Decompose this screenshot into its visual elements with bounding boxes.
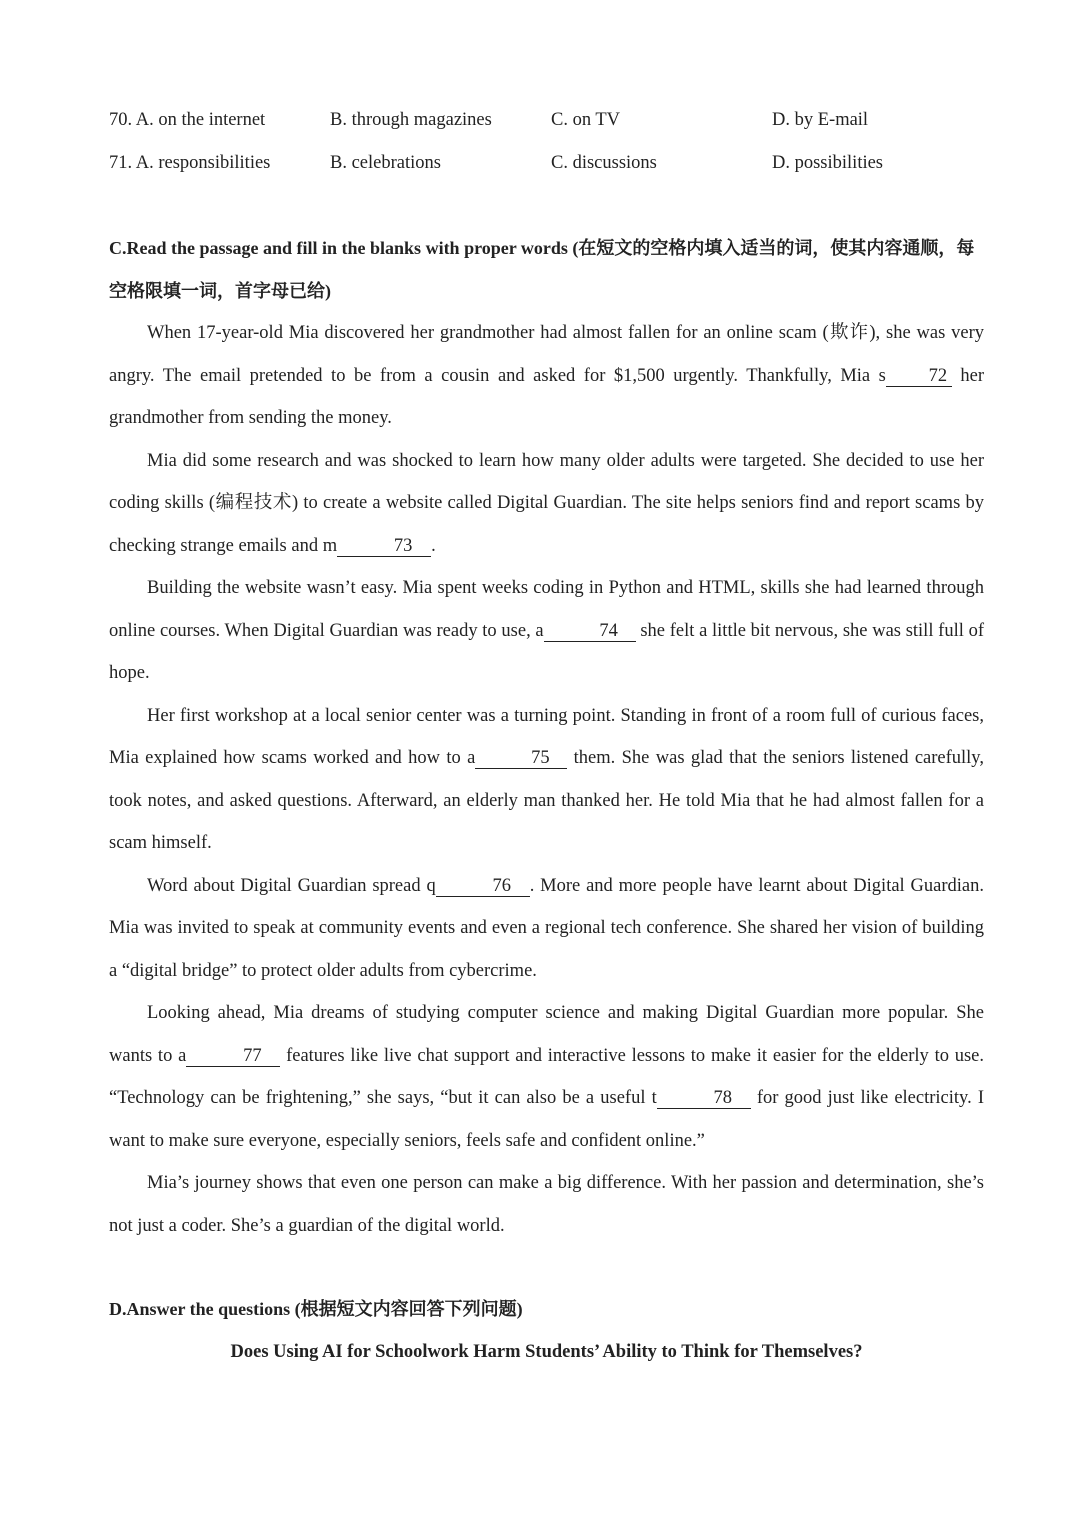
passage-paragraph-7: Mia’s journey shows that even one person can make a big difference. With her passion and determination, she’s not just a coder. She’s a guardian of the digital world. [109,1173,984,1236]
section-c-title: C.Read the passage and fill in the blanks with proper words (在短文的空格内填入适当的词，使其内容通顺，每空格限填一词，首字母已给) [109,238,975,301]
section-d-title: D.Answer the questions (根据短文内容回答下列问题) [109,1299,523,1319]
blank-77[interactable]: 77 [186,1046,280,1067]
blank-72[interactable]: 72 [886,366,952,387]
passage-paragraph-3: Building the website wasn’t easy. Mia spent weeks coding in Python and HTML, skills she had learned through online courses. When Digital Guardian was ready to use, a 74 she felt a little bit nervous, she was still full of hope. [109,578,985,683]
article-title: Does Using AI for Schoolwork Harm Students’ Ability to Think for Themselves? [230,1342,863,1362]
blank-73[interactable]: 73 [337,536,431,557]
question-71-option-b: B. celebrations [330,153,441,173]
passage-paragraph-4: Her first workshop at a local senior center was a turning point. Standing in front of a room full of curious faces, Mia explained how scams worked and how to a 75 them. She was glad that the seniors listened carefully, took notes, and asked questions. Afterward, an elderly man thanked her. He told Mia that he had almost fallen for a scam himself. [109,705,984,853]
passage-paragraph-1: When 17-year-old Mia discovered her grandmother had almost fallen for an online scam (欺诈), she was very angry. The email pretended to be from a cousin and asked for $1,500 urgently. Thankfully, Mia s 72 her grandmother from sending the money. [109,323,984,428]
passage-paragraph-2: Mia did some research and was shocked to learn how many older adults were targeted. She decided to use her coding skills (编程技术) to create a website called Digital Guardian. The site helps seniors find and report scams by checking strange emails and m 73 . [109,450,984,556]
question-70-option-c: C. on TV [551,110,621,130]
blank-78[interactable]: 78 [657,1088,751,1109]
question-71-option-d: D. possibilities [772,153,884,173]
blank-76[interactable]: 76 [436,876,530,897]
blank-75[interactable]: 75 [475,748,567,769]
question-70-option-d: D. by E-mail [772,110,869,130]
question-70-option-a: 70. A. on the internet [109,110,266,130]
passage-paragraph-6: Looking ahead, Mia dreams of studying computer science and making Digital Guardian more popular. She wants to a 77 features like live chat support and interactive lessons to make it easier for the elderly to use. “Technology can be frightening,” she says, “but it can also be a useful t 78 for good just like electricity. I want to make sure everyone, especially seniors, feels safe and confident online.” [109,1003,985,1151]
blank-74[interactable]: 74 [544,621,636,642]
passage [109,312,984,1247]
question-70-option-b: B. through magazines [330,110,492,130]
passage-paragraph-5: Word about Digital Guardian spread q 76 . More and more people have learnt about Digital Guardian. Mia was invited to speak at community events and even a regional tech conference. She shared her vision of building a “digital bridge” to protect older adults from cybercrime. [109,875,984,981]
question-71-option-a: 71. A. responsibilities [109,153,271,173]
question-71-option-c: C. discussions [551,153,657,173]
